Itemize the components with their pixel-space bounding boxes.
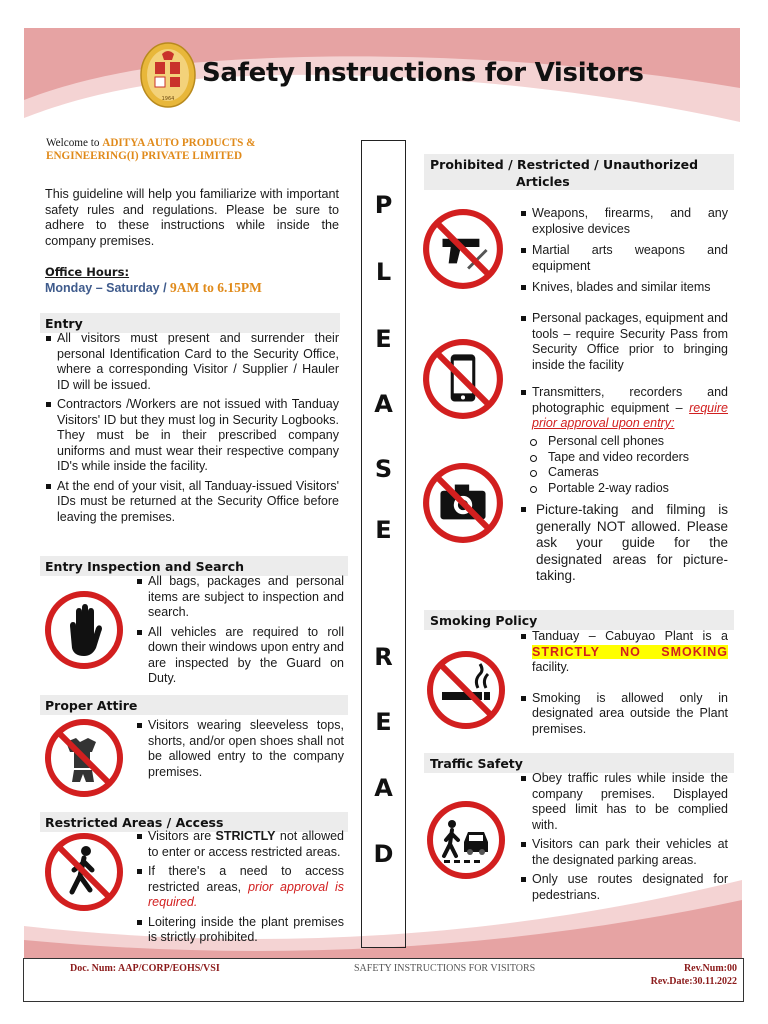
office-hours-days: Monday – Saturday / [45,281,171,295]
please-read-box [361,140,406,948]
inspection-heading: Entry Inspection and Search [45,559,245,574]
entry-item-2: Contractors /Workers are not issued with Tanduay Visitors' ID but they must log in Security Logbooks. They must be in their prescribed company uniforms and must wear their respective company ID's while inside the facility. [45,397,339,475]
restricted-item-2-red: prior approval is required. [148,879,344,909]
prohibited-list-weapons [520,206,728,300]
footer-doc-num: Doc. Num: AAP/CORP/EOHS/VSI [70,963,220,974]
smoking-item-2: Smoking is allowed only in designated area outside the Plant premises. [520,691,728,738]
office-hours-label: Office Hours: [45,265,130,279]
welcome-prefix: Welcome to [46,137,103,149]
prohibited-item-picture: Picture-taking and filming is generally NOT allowed. Please ask your guide for the designated areas for picture-taking. [520,502,728,585]
entry-item-1: All visitors must present and surrender their personal Identification Card to the Security Office, where a corresponding Visitor / Supplier / Hauler ID will be issued. [45,331,339,393]
traffic-item-1: Obey traffic rules while inside the company premises. Displayed speed limit has to be complied with. [520,771,728,833]
no-improper-attire-icon [44,718,124,798]
prohibited-subitem-3: Cameras [520,465,728,481]
attire-list [136,718,344,784]
traffic-list [520,771,728,907]
no-phone-icon [422,338,504,420]
footer-title: SAFETY INSTRUCTIONS FOR VISITORS [354,963,536,974]
no-smoking-icon [426,650,506,730]
no-smoking-highlight: STRICTLY NO SMOKING [532,644,728,659]
pedestrian-traffic-icon [426,800,506,880]
prohibited-item-5-red: require prior approval upon entry: [532,400,728,430]
prohibited-sublist [520,434,728,496]
attire-heading: Proper Attire [45,698,138,713]
inspection-item-2: All vehicles are required to roll down their windows upon entry and are inspected by the Guard on Duty. [136,625,344,687]
smoking-item-1-pre: Tanduay – Cabuyao Plant is a [532,629,728,643]
restricted-item-1 [136,829,344,860]
office-hours-time: 9AM to 6.15PM [170,280,262,295]
restricted-heading: Restricted Areas / Access [45,815,224,830]
please-read-letter: D [373,840,394,868]
prohibited-list-equipment [520,311,728,432]
please-read-letter: A [374,774,393,802]
prohibited-item-1: Weapons, firearms, and any explosive devices [520,206,728,237]
entry-list [45,331,339,529]
company-logo [140,42,196,108]
smoking-list [520,629,728,741]
restricted-item-2-pre: If there's a need to access restricted areas, [148,864,344,894]
smoking-item-1 [520,629,728,676]
restricted-list [136,829,344,950]
please-read-letter: A [374,390,393,418]
please-read-letter: L [375,258,392,286]
logo-year: 1964 [161,96,175,102]
footer-rev-num: Rev.Num:00 [683,963,737,974]
traffic-item-2: Visitors can park their vehicles at the designated parking areas. [520,837,728,868]
restricted-item-1-pre: Visitors are [148,829,216,843]
traffic-heading: Traffic Safety [430,756,523,771]
entry-header-band [40,313,340,333]
please-read-letter: P [374,191,393,219]
please-read-letter: R [374,643,393,671]
prohibited-item-4: Personal packages, equipment and tools – require Security Pass from Security Office prior to bringing inside the facility [520,311,728,373]
please-read-letter: E [375,516,392,544]
prohibited-subitem-1: Personal cell phones [520,434,728,450]
please-read-letter: E [375,325,392,353]
prohibited-item-5 [520,385,728,432]
footer-rev-date: Rev.Date:30.11.2022 [650,976,737,987]
traffic-item-3: Only use routes designated for pedestrians. [520,872,728,903]
welcome-text [46,137,286,163]
prohibited-subitem-4: Portable 2-way radios [520,481,728,497]
please-read-letter: E [375,708,392,736]
stop-hand-icon [44,590,124,670]
restricted-item-3: Loitering inside the plant premises is strictly prohibited. [136,915,344,946]
smoking-item-1-post: facility. [532,660,570,674]
office-hours [45,280,262,296]
prohibited-subitem-2: Tape and video recorders [520,450,728,466]
restricted-item-1-post: not allowed to enter or access restricted areas. [148,829,345,859]
prohibited-heading-line2: Articles [516,174,570,189]
entry-item-3: At the end of your visit, all Tanduay-issued Visitors' IDs must be returned at the Security Office before leaving the premises. [45,479,339,526]
prohibited-item-3: Knives, blades and similar items [520,280,728,296]
document-footer [23,958,744,1002]
prohibited-item-2: Martial arts weapons and equipment [520,243,728,274]
no-entry-walker-icon [44,832,124,912]
inspection-list [136,574,344,691]
inspection-item-1: All bags, packages and personal items are subject to inspection and search. [136,574,344,621]
no-camera-icon [422,462,504,544]
restricted-item-1-bold: STRICTLY [215,829,276,843]
no-weapons-icon [422,208,504,290]
intro-paragraph: This guideline will help you familiarize with important safety rules and regulations. Please be sure to adhere to these instructions while inside the company premises. [45,187,339,248]
restricted-item-2 [136,864,344,911]
prohibited-item-5-pre: Transmitters, recorders and photographic equipment – [532,385,728,415]
company-name: ADITYA AUTO PRODUCTS & ENGINEERING(I) PRIVATE LIMITED [46,137,256,162]
prohibited-heading-line1: Prohibited / Restricted / Unauthorized [430,157,699,172]
attire-item-1: Visitors wearing sleeveless tops, shorts, and/or open shoes shall not be allowed entry to the company premises. [136,718,344,780]
prohibited-list-picture [520,502,728,589]
please-read-letter: S [374,455,393,483]
entry-heading: Entry [45,316,83,331]
page-title: Safety Instructions for Visitors [202,58,644,88]
smoking-heading: Smoking Policy [430,613,538,628]
